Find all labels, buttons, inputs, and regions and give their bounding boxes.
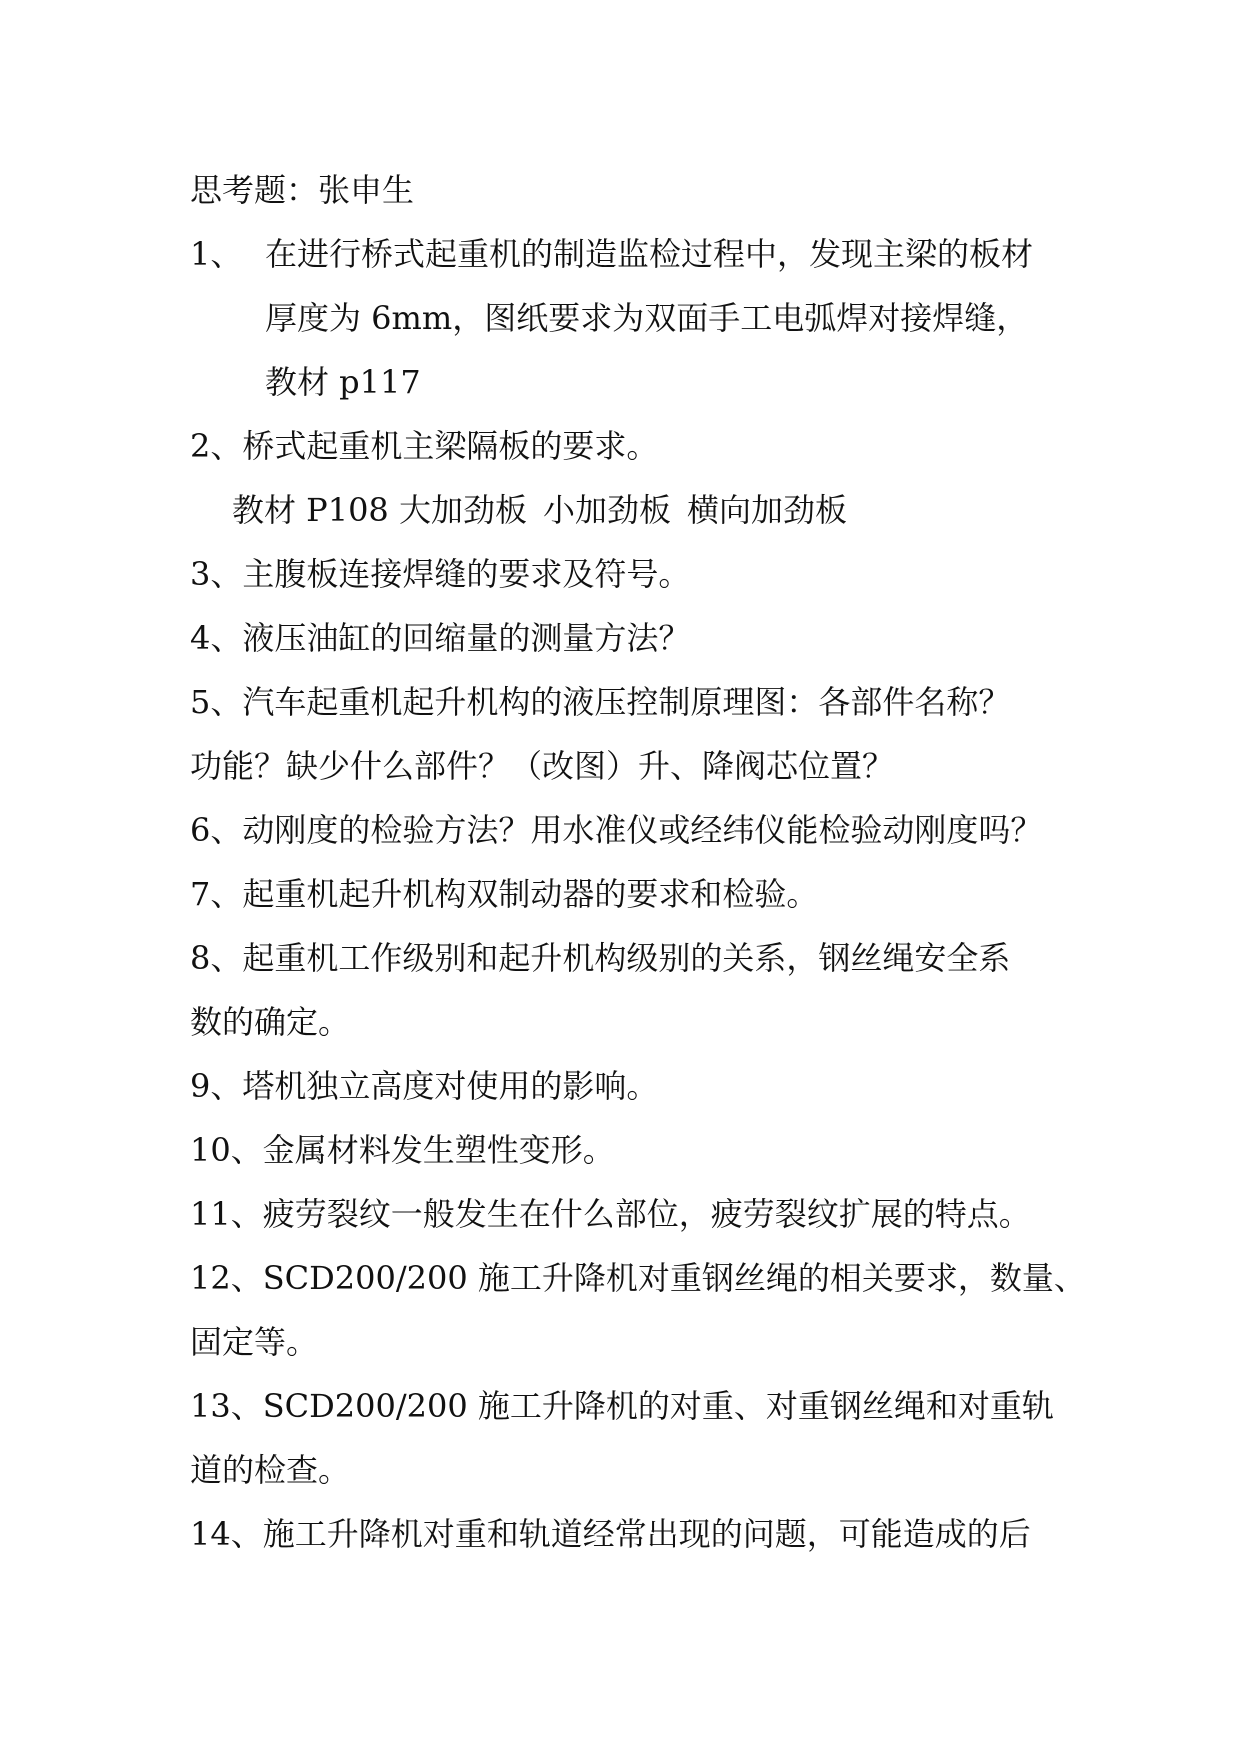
question-3: 3、主腹板连接焊缝的要求及符号。 (190, 555, 691, 593)
question-2-note-b: 小加劲板 (542, 491, 671, 529)
page-title: 思考题：张申生 (190, 171, 415, 209)
question-12-line-2: 固定等。 (190, 1323, 319, 1361)
question-2-note-c: 横向加劲板 (686, 491, 847, 529)
question-2-note-a: 教材 P108 大加劲板 (232, 491, 527, 529)
question-6: 6、动刚度的检验方法？用水准仪或经纬仪能检验动刚度吗？ (190, 811, 1043, 849)
question-9: 9、塔机独立高度对使用的影响。 (190, 1067, 659, 1105)
question-13-line-1: 13、SCD200/200 施工升降机的对重、对重钢丝绳和对重轨 (190, 1387, 1054, 1425)
question-1-line-2: 厚度为 6mm，图纸要求为双面手工电弧焊对接焊缝， (265, 299, 1029, 337)
question-7: 7、起重机起升机构双制动器的要求和检验。 (190, 875, 819, 913)
question-4: 4、液压油缸的回缩量的测量方法？ (190, 619, 691, 657)
question-1-line-1: 在进行桥式起重机的制造监检过程中，发现主梁的板材 (265, 235, 1034, 273)
question-2-note (190, 478, 1070, 542)
question-5-line-2: 功能？缺少什么部件？（改图）升、降阀芯位置？ (190, 747, 895, 785)
question-8-line-1: 8、起重机工作级别和起升机构级别的关系，钢丝绳安全系 (190, 939, 1011, 977)
question-1-number: 1、 (190, 235, 243, 273)
question-11: 11、疲劳裂纹一般发生在什么部位，疲劳裂纹扩展的特点。 (190, 1195, 1031, 1233)
question-5-line-1: 5、汽车起重机起升机构的液压控制原理图：各部件名称？ (190, 683, 1011, 721)
question-list (190, 158, 1086, 1566)
question-14: 14、施工升降机对重和轨道经常出现的问题，可能造成的后 (190, 1515, 1031, 1553)
question-13-line-2: 道的检查。 (190, 1451, 351, 1489)
question-8-line-2: 数的确定。 (190, 1003, 351, 1041)
question-12-line-1: 12、SCD200/200 施工升降机对重钢丝绳的相关要求，数量、 (190, 1259, 1086, 1297)
question-1-line-3: 教材 p117 (265, 363, 421, 401)
question-10: 10、金属材料发生塑性变形。 (190, 1131, 615, 1169)
question-1 (190, 222, 1070, 414)
question-2: 2、桥式起重机主梁隔板的要求。 (190, 427, 659, 465)
